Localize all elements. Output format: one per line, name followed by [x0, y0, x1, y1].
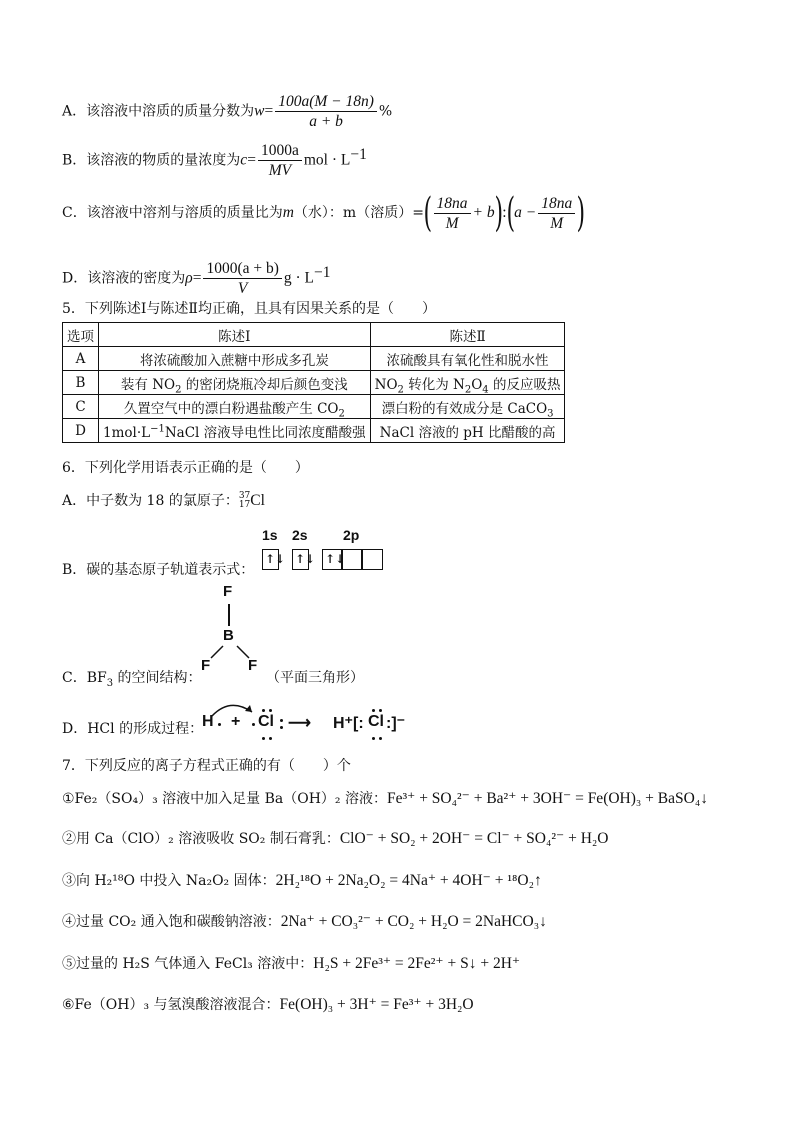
table-header-row: 选项 陈述Ⅰ 陈述Ⅱ	[63, 323, 565, 347]
fraction: $\frac{18na}{M}$	[434, 194, 471, 233]
q7-item: ⑥Fe（OH）₃ 与氢溴酸溶液混合：Fe(OH)₃ + 3H⁺ = Fe³⁺ + 3H₂O	[62, 996, 474, 1013]
nuclide-numbers: 37 17	[238, 491, 251, 510]
q7-item: ①Fe₂（SO₄）₃ 溶液中加入足量 Ba（OH）₂ 溶液：Fe³⁺ + SO₄²⁻ + Ba²⁺ + 3OH⁻ = Fe(OH)₃ + BaSO₄↓	[62, 790, 708, 807]
q6-option-b: B．碳的基态原子轨道表示式：	[62, 562, 255, 578]
q7-item: ⑤过量的 H₂S 气体通入 FeCl₃ 溶液中：H₂S + 2Fe³⁺ = 2Fe²⁺ + S↓ + 2H⁺	[62, 955, 521, 972]
q4-option-c: C．该溶液中溶剂与溶质的质量比为m（水）：m（溶质）=( $\frac{18na}{M}$ + b):(a − $\frac{18na}{M}$ )	[62, 190, 586, 236]
q4-option-d: D．该溶液的密度为ρ= $\frac{1000(a + b)}{V}$ $g \cdot L^{-1}$	[62, 260, 331, 297]
bf3-structure: F B F F	[198, 583, 268, 678]
table-row: C 久置空气中的漂白粉遇盐酸产生 $CO_2$ 漂白粉的有效成分是 CaCO$_3$	[63, 395, 565, 419]
fraction: $\frac{18na}{M}$	[538, 194, 575, 233]
q6-option-a: A．中子数为 18 的氯原子： 37 17 Cl	[62, 491, 265, 510]
q7-stem: 7．下列反应的离子方程式正确的有（ ）个	[62, 758, 351, 774]
hcl-formation-diagram: H + Cl ⟶ H⁺[: Cl :]⁻	[200, 699, 425, 747]
q7-item: ②用 Ca（ClO）₂ 溶液吸收 SO₂ 制石膏乳：ClO⁻ + SO₂ + 2OH⁻ = Cl⁻ + SO₄²⁻ + H₂O	[62, 830, 609, 847]
orbital-diagram: 1s 2s 2p ↑↓ ↑↓ ↑↓	[262, 527, 392, 575]
q4-option-a: A．该溶液中溶质的质量分数为w= $\frac{100a(M - 18n)}{a + b}$ %	[62, 93, 393, 130]
table-row: D $1mol\cdot L^{-1}NaCl$ 溶液导电性比同浓度醋酸强 NaCl 溶液的 pH 比醋酸的高	[63, 419, 565, 443]
q6-option-d: D．HCl 的形成过程：	[62, 721, 204, 737]
table-row: B 装有 $NO_2$ 的密闭烧瓶冷却后颜色变浅 $NO_2$ 转化为 $N_2O_4$ 的反应吸热	[63, 371, 565, 395]
fraction: $\frac{1000(a + b)}{V}$	[203, 259, 281, 298]
q6-option-c: C．$BF_3$ 的空间结构：	[62, 670, 202, 689]
fraction: $\frac{1000a}{MV}$	[258, 141, 302, 180]
bf3-note: （平面三角形）	[266, 670, 364, 686]
fraction: $\frac{100a(M - 18n)}{a + b}$	[275, 92, 377, 131]
q7-item: ④过量 CO₂ 通入饱和碳酸钠溶液：2Na⁺ + CO₃²⁻ + CO₂ + H₂O = 2NaHCO₃↓	[62, 913, 547, 930]
table-row: A 将浓硫酸加入蔗糖中形成多孔炭 浓硫酸具有氧化性和脱水性	[63, 347, 565, 371]
q5-stem: 5．下列陈述Ⅰ与陈述Ⅱ均正确，且具有因果关系的是（ ）	[62, 301, 436, 317]
q4-option-b: B．该溶液的物质的量浓度为c= $\frac{1000a}{MV}$ mol · $L^{-1}$	[62, 142, 367, 179]
q7-item: ③向 H₂¹⁸O 中投入 Na₂O₂ 固体：2H₂¹⁸O + 2Na₂O₂ = 4Na⁺ + 4OH⁻ + ¹⁸O₂↑	[62, 872, 542, 889]
q6-stem: 6．下列化学用语表示正确的是（ ）	[62, 460, 309, 476]
q5-table	[62, 322, 565, 443]
